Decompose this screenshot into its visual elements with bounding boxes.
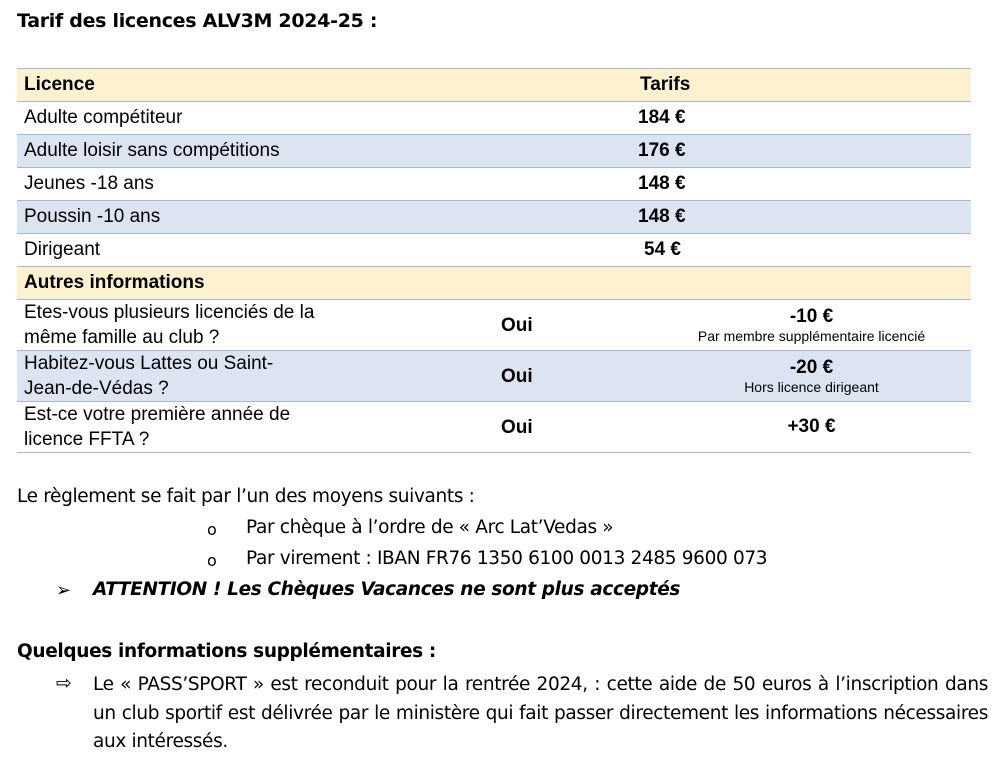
payment-method-cheque: Par chèque à l’ordre de « Arc Lat’Vedas » xyxy=(246,517,614,538)
discount-amount: -10 € xyxy=(789,306,834,327)
table-row xyxy=(17,168,971,201)
payment-intro: Le règlement se fait par l’un des moyens suivants : xyxy=(17,486,475,507)
payment-method-virement: Par virement : IBAN FR76 1350 6100 0013 2485 9600 073 xyxy=(246,548,768,569)
discount-cell xyxy=(645,351,971,402)
discount-amount: +30 € xyxy=(787,416,836,437)
licence-name: Adulte compétiteur xyxy=(17,102,485,135)
autres-informations-header: Autres informations xyxy=(17,267,971,300)
licence-name: Poussin -10 ans xyxy=(17,201,485,234)
table-header-row xyxy=(17,69,971,102)
discount-note: Hors licence dirigeant xyxy=(744,379,879,395)
licence-price: 184 € xyxy=(485,102,971,135)
pass-sport-paragraph: Le « PASS’SPORT » est reconduit pour la rentrée 2024, : cette aide de 50 euros à l’inscription dans un club sportif est délivrée par le ministère qui fait passer directement les informations nécessaires aux intéressés. xyxy=(93,674,988,752)
licence-price: 148 € xyxy=(485,168,971,201)
table-row xyxy=(17,300,971,351)
answer-oui: Oui xyxy=(485,402,645,453)
answer-oui: Oui xyxy=(485,351,645,402)
question-cell xyxy=(17,402,485,453)
header-licence: Licence xyxy=(17,69,485,102)
arrowhead-bullet-icon: ➢ xyxy=(56,580,72,601)
table-row xyxy=(17,201,971,234)
licence-price: 54 € xyxy=(485,234,971,267)
question-line: Etes-vous plusieurs licenciés de la xyxy=(24,302,315,323)
circle-bullet-icon: o xyxy=(207,520,217,539)
warning-text: ATTENTION ! Les Chèques Vacances ne sont plus acceptés xyxy=(93,579,681,600)
licence-price: 148 € xyxy=(485,201,971,234)
question-cell xyxy=(17,300,485,351)
licence-name: Dirigeant xyxy=(17,234,485,267)
discount-amount: -20 € xyxy=(789,357,834,378)
licence-name: Jeunes -18 ans xyxy=(17,168,485,201)
page-title: Tarif des licences ALV3M 2024-25 : xyxy=(17,10,378,32)
table-row xyxy=(17,351,971,402)
discount-cell xyxy=(645,402,971,453)
circle-bullet-icon: o xyxy=(207,551,217,570)
discount-note: Par membre supplémentaire licencié xyxy=(697,328,926,344)
table-row xyxy=(17,234,971,267)
question-line: même famille au club ? xyxy=(24,327,220,348)
question-line: Jean-de-Védas ? xyxy=(24,378,169,399)
autres-header-row xyxy=(17,267,971,300)
question-line: Est-ce votre première année de xyxy=(24,404,291,425)
table-row xyxy=(17,102,971,135)
question-line: Habitez-vous Lattes ou Saint- xyxy=(24,353,274,374)
right-arrow-icon: ⇨ xyxy=(56,672,72,694)
table-row xyxy=(17,135,971,168)
tarif-table xyxy=(17,68,971,453)
discount-cell xyxy=(645,300,971,351)
licence-price: 176 € xyxy=(485,135,971,168)
header-tarifs: Tarifs xyxy=(485,69,971,102)
licence-name: Adulte loisir sans compétitions xyxy=(17,135,485,168)
table-row xyxy=(17,402,971,453)
question-cell xyxy=(17,351,485,402)
answer-oui: Oui xyxy=(485,300,645,351)
question-line: licence FFTA ? xyxy=(24,429,150,450)
extra-info-title: Quelques informations supplémentaires : xyxy=(17,641,436,662)
